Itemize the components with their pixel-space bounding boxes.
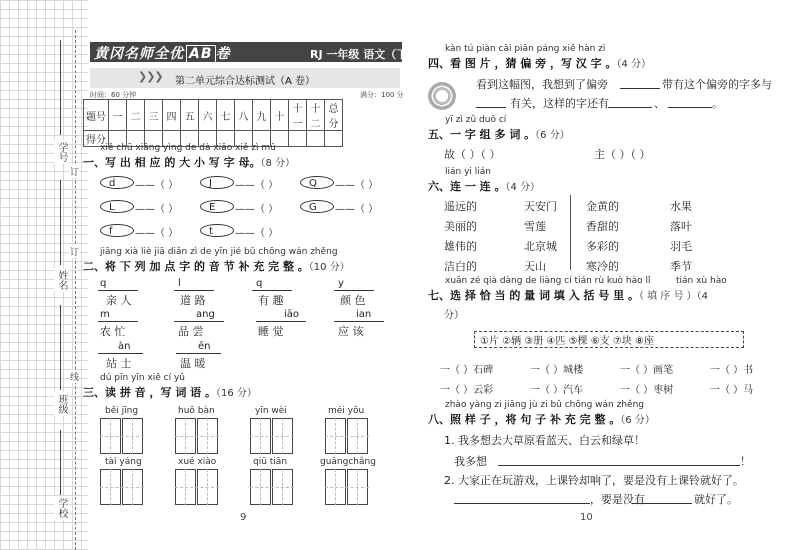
syllable-hint: ian [356,309,372,320]
syllable-blank[interactable] [174,290,214,291]
score-cell[interactable] [289,131,307,147]
q5-line[interactable]: 主（ ）（ ） [594,148,651,161]
fill-item[interactable]: 一（ ）画笔 [620,365,674,376]
sentence-blank[interactable] [454,503,590,504]
q2-pinyin: jiāng xià liè jiā diǎn zì de yīn jié bǔ chōng wán zhěng [100,247,338,257]
character-box[interactable] [100,469,144,505]
school-line [60,430,61,495]
match-item[interactable]: 北京城 [524,240,557,253]
pinyin-prompt: tài yáng [105,457,142,467]
q7-title: 七、选 择 恰 当 的 量 词 填 入 括 号 里 。（ 填 序 号 ）（4 [428,289,709,302]
pinyin-prompt: guāngchǎng [320,457,376,467]
q8-pinyin: zhào yàng zi jiāng jù zi bǔ chōng wán zhěng [445,400,644,410]
word: 温 暖 [180,357,206,370]
letter-oval: L [100,200,134,213]
q4-text: 带有这个偏旁的字多与 [662,78,772,91]
score-header-cell: 总分 [325,100,343,131]
score-header-cell: 六 [199,100,217,131]
match-item[interactable]: 香甜的 [586,220,619,233]
syllable-blank[interactable] [98,321,138,322]
character-box[interactable] [325,469,369,505]
syllable-blank[interactable] [176,353,221,354]
column-divider [570,195,571,270]
label-name: 姓名 [56,270,67,290]
match-item[interactable]: 遥远的 [444,200,477,213]
sentence-start: 我多想 [454,455,487,468]
ding-mark-1: 订 [70,165,79,178]
q4-text: 。 [712,97,723,110]
q6-pinyin: lián yi lián [445,167,491,177]
syllable-hint: ang [196,309,215,320]
match-item[interactable]: 落叶 [670,220,692,233]
match-item[interactable]: 金黄的 [586,200,619,213]
label-class: 班级 [56,394,67,414]
fill-item[interactable]: 一（ ）书 [710,365,754,376]
edition-label: RJ 一年级 语文（下） [310,48,419,61]
word: 有 趣 [258,294,284,307]
character-box[interactable] [325,418,369,454]
character-box[interactable] [250,469,294,505]
letter-oval: f [100,224,134,237]
q5-line[interactable]: 故（ ）（ ） [444,148,501,161]
word: 应 该 [338,325,364,338]
match-item[interactable]: 多彩的 [586,240,619,253]
letter-oval: Q [300,176,334,189]
example-sentence: 1. 我多想去大草原看蓝天、白云和绿草！ [444,434,645,447]
q8-title: 八、照 样 子 ，将 句 子 补 充 完 整 。（6 分） [428,413,655,426]
sentence-text: 就好了。 [694,493,738,506]
answer-blank[interactable] [620,88,660,89]
answer-blank[interactable] [668,107,712,108]
q3-pinyin: dú pīn yīn xiě cí yǔ [100,373,186,383]
fill-item[interactable]: 一（ ）马 [710,385,754,396]
pinyin-prompt: běi jīng [105,406,139,416]
word: 农 忙 [100,325,126,338]
q4-title: 四、看 图 片 ，猜 偏 旁 ，写 汉 字 。（4 分） [428,57,652,70]
score-header-cell: 八 [235,100,253,131]
syllable-hint: l [178,278,181,289]
cut-line [75,30,76,550]
score-cell[interactable] [325,131,343,147]
answer-blank[interactable]: ——（ ） [235,204,279,215]
q7-points: 分） [444,310,464,321]
match-item[interactable]: 季节 [670,260,692,273]
match-item[interactable]: 天山 [524,260,546,273]
score-row-label: 得分 [84,131,109,147]
score-header-cell: 九 [253,100,271,131]
score-header-cell: 题号 [84,100,109,131]
q5-pinyin: yī zì zǔ duō cí [445,115,507,125]
answer-blank[interactable] [608,107,652,108]
syllable-hint: m [100,309,110,320]
fill-item[interactable]: 一（ ）枣树 [620,385,674,396]
word: 睡 觉 [258,325,284,338]
syllable-hint: àn [118,341,131,352]
example-sentence: 2. 大家正在玩游戏，上课铃却响了，要是没有上课铃就好了。 [444,474,744,487]
match-item[interactable]: 雪莲 [524,220,546,233]
answer-blank[interactable]: ——（ ） [235,228,279,239]
match-item[interactable]: 寒冷的 [586,260,619,273]
sentence-blank[interactable] [498,465,740,466]
answer-blank[interactable]: ——（ ） [335,180,379,191]
match-item[interactable]: 天安门 [524,200,557,213]
score-header-cell: 二 [127,100,145,131]
score-header-cell: 一 [109,100,127,131]
score-header-cell: 五 [181,100,199,131]
letter-oval: G [300,200,334,213]
pinyin-prompt: qiū tiān [253,457,288,467]
character-box[interactable] [100,418,144,454]
word: 道 路 [180,294,206,307]
character-box[interactable] [175,418,219,454]
sun-icon [428,82,456,110]
syllable-hint: iāo [284,309,300,320]
syllable-blank[interactable] [256,321,306,322]
ding-mark-2: 订 [70,245,79,258]
match-item[interactable]: 洁白的 [444,260,477,273]
fill-item[interactable]: 一（ ）城楼 [530,365,584,376]
brand-logo: 黄冈名师全优 AB 卷 [94,46,231,62]
label-school: 学校 [56,498,67,518]
q6-title: 六、连 一 连 。（4 分） [428,180,541,193]
syllable-blank[interactable] [98,290,138,291]
answer-blank[interactable]: ——（ ） [335,204,379,215]
fill-item[interactable]: 一（ ）汽车 [530,385,584,396]
word: 颜 色 [340,294,366,307]
q4-text: 看到这幅图，我想到了偏旁 [476,78,608,91]
score-header-cell: 十一 [289,100,307,131]
q7-pinyin-2: tián xù hào [676,276,727,286]
page-number-right: 10 [580,512,593,523]
full-score: 满分：100 分 [360,91,404,99]
match-item[interactable]: 雄伟的 [444,240,477,253]
score-header-cell: 七 [217,100,235,131]
syllable-hint: q [100,278,107,289]
answer-blank[interactable]: ——（ ） [135,228,179,239]
score-header-cell: 三 [145,100,163,131]
word: 亲 人 [106,294,132,307]
syllable-blank[interactable] [98,353,143,354]
chevron-icon: ❯❯❯ [138,70,163,83]
pinyin-prompt: xué xiào [178,457,217,467]
q1-title: 一、写 出 相 应 的 大 小 写 字 母。（8 分） [83,156,296,169]
q5-title: 五、一 字 组 多 词 。（6 分） [428,128,570,141]
syllable-blank[interactable] [174,321,224,322]
sentence-blank[interactable] [632,503,692,504]
syllable-hint: y [338,278,344,289]
pinyin-prompt: méi yǒu [328,406,365,416]
score-cell[interactable] [307,131,325,147]
letter-oval: t [200,224,234,237]
q3-title: 三、读 拼 音 ，写 词 语 。（16 分） [83,386,257,399]
student-id-line [60,40,61,135]
word: 品 尝 [178,325,204,338]
pinyin-prompt: huǒ bàn [178,406,215,416]
score-table [83,99,343,147]
answer-blank[interactable]: ——（ ） [135,204,179,215]
q4-text: 、 [654,97,665,110]
match-item[interactable]: 美丽的 [444,220,477,233]
syllable-hint: ēn [198,341,211,352]
sentence-text: ，要是没有 [590,493,645,506]
letter-oval: J [200,176,234,189]
syllable-blank[interactable] [334,321,384,322]
page-number-left: 9 [240,512,247,523]
letter-oval: d [100,176,134,189]
character-box[interactable] [175,469,219,505]
ding-mark-3: 线 [70,370,79,383]
fill-item[interactable]: 一（ ）石碑 [440,365,494,376]
answer-blank[interactable]: ——（ ） [135,180,179,191]
q7-pinyin: xuǎn zé qià dàng de liàng cí tián rù kuò hào lǐ [445,276,651,286]
unit-title: 第二单元综合达标测试（A 卷） [175,76,316,87]
match-item[interactable]: 羽毛 [670,240,692,253]
q4-pinyin: kàn tú piàn cāi piān páng xiě hàn zì [445,44,606,54]
answer-blank[interactable] [476,107,506,108]
word: 站 士 [106,357,132,370]
options-text: ①片 ②辆 ③册 ④匹 ⑤棵 ⑥支 ⑦块 ⑧座 [480,336,654,347]
character-box[interactable] [250,418,294,454]
time-limit: 时间：60 分钟 [90,91,137,99]
pinyin-prompt: yīn wèi [255,406,287,416]
q2-title: 二、将 下 列 加 点 字 的 音 节 补 充 完 整 。（10 分） [83,260,350,273]
score-header-cell: 十二 [307,100,325,131]
sentence-end: ！ [740,455,751,468]
q4-text: 有关，这样的字还有 [510,97,609,110]
syllable-blank[interactable] [252,290,292,291]
syllable-blank[interactable] [334,290,374,291]
score-header-cell: 四 [163,100,181,131]
letter-oval: E [200,200,234,213]
q1-pinyin: xiě chū xiāng yìng de dà xiǎo xiě zì mǔ [100,143,276,153]
fill-item[interactable]: 一（ ）云彩 [440,385,494,396]
name-line [60,180,61,265]
score-header-cell: 十 [271,100,289,131]
label-student-id: 学号 [56,142,67,162]
match-item[interactable]: 水果 [670,200,692,213]
class-line [60,305,61,390]
answer-blank[interactable]: ——（ ） [235,180,279,191]
syllable-hint: q [256,278,263,289]
